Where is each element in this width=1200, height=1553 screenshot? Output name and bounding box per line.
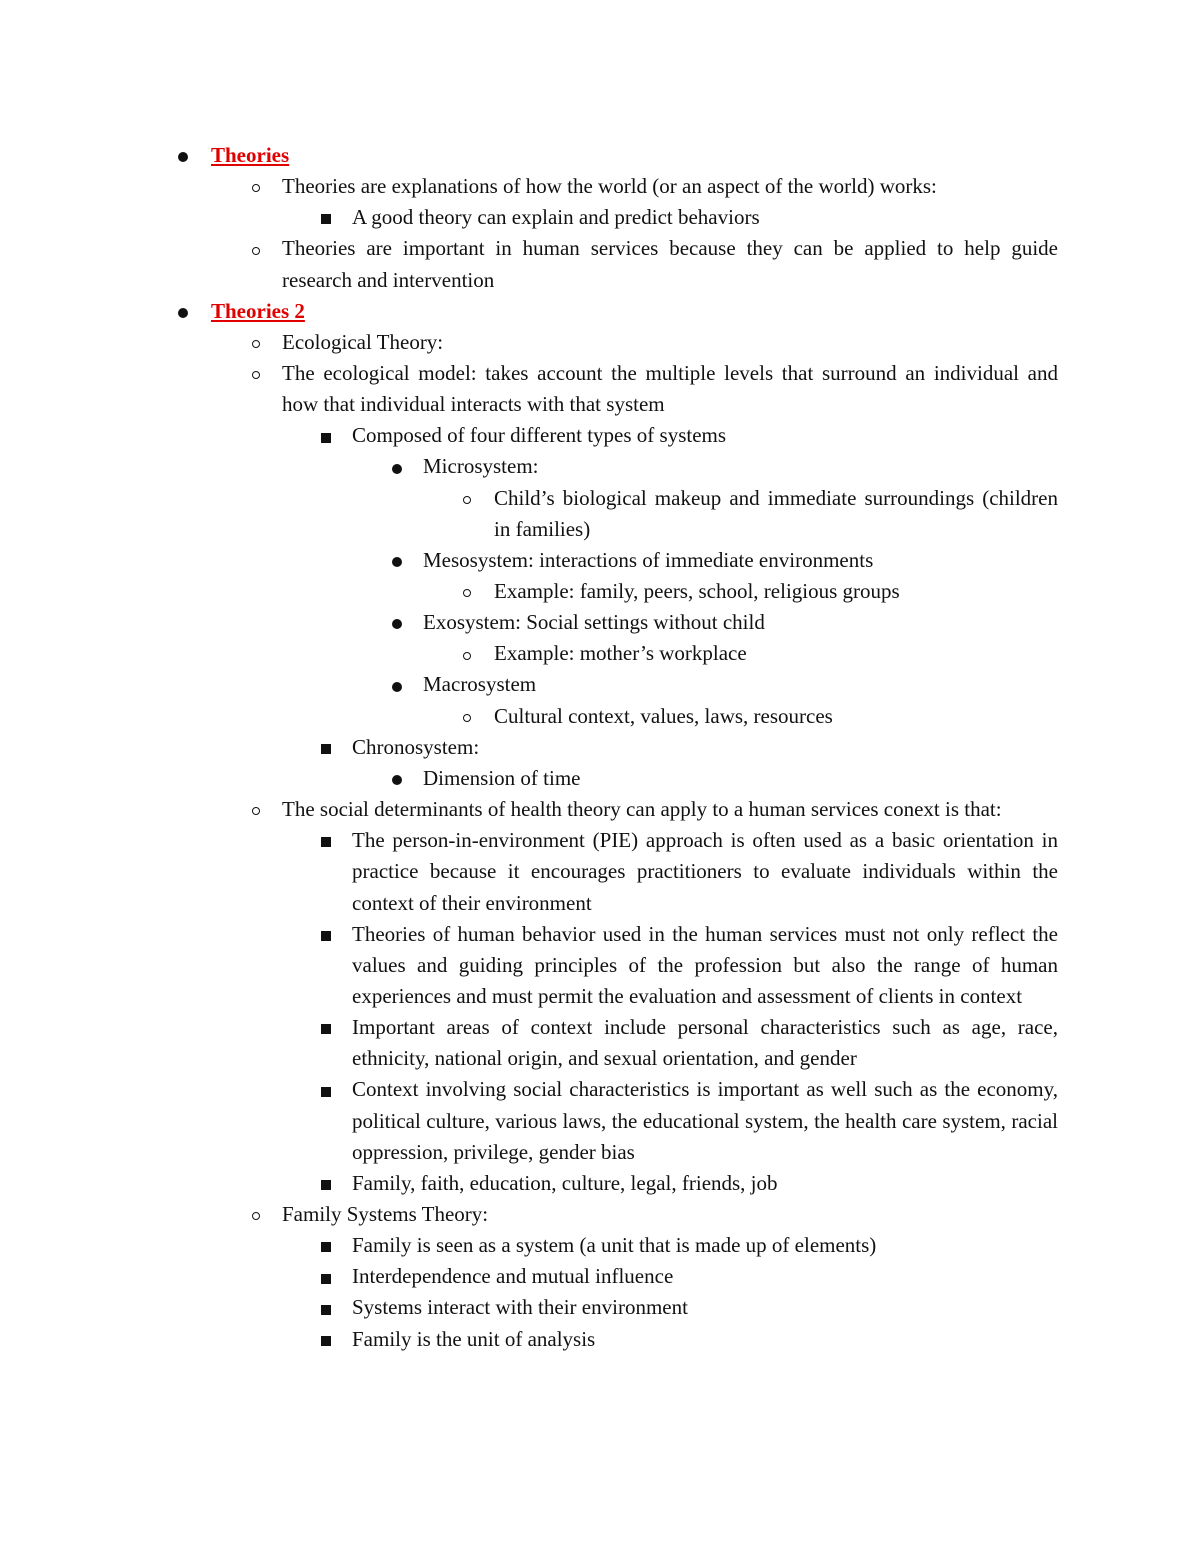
list-item-text: Systems interact with their environment — [352, 1295, 688, 1320]
list-item-text: Theories are important in human services because they can be applied to help guide research and intervention — [282, 236, 1058, 292]
list-item — [0, 1324, 1200, 1355]
list-item — [0, 420, 1200, 451]
list-item — [0, 825, 1200, 918]
bullet-dot-icon — [173, 140, 193, 171]
bullet-dot-icon — [387, 451, 407, 482]
list-item — [0, 233, 1200, 295]
list-item — [0, 1261, 1200, 1292]
bullet-dot-icon — [173, 296, 193, 327]
bullet-square-icon — [316, 202, 336, 233]
list-item-text: Child’s biological makeup and immediate surroundings (children in families) — [494, 485, 1058, 541]
bullet-dot-icon — [387, 763, 407, 794]
bullet-square-icon — [316, 1230, 336, 1261]
bullet-square-icon — [316, 420, 336, 451]
list-item-text: Composed of four different types of systems — [352, 423, 727, 448]
list-item-text: Theories of human behavior used in the human services must not only reflect the values and guiding principles of the profession but also the range of human experiences and must permit the evaluation and assessment of clients in context — [352, 921, 1058, 1008]
list-item — [0, 545, 1200, 576]
list-item-text: Important areas of context include personal characteristics such as age, race, ethnicity, national origin, and sexual orientation, and gender — [352, 1015, 1058, 1071]
bullet-square-icon — [316, 1324, 336, 1355]
list-item — [0, 483, 1200, 545]
bullet-circle-icon — [457, 701, 477, 732]
list-item-text: Ecological Theory: — [282, 329, 444, 354]
list-item-text: Chronosystem: — [352, 734, 480, 759]
list-item — [0, 202, 1200, 233]
list-item — [0, 296, 1200, 327]
bullet-dot-icon — [387, 607, 407, 638]
list-item — [0, 1074, 1200, 1167]
list-item — [0, 1199, 1200, 1230]
bullet-circle-icon — [246, 233, 266, 264]
list-item-text: Theories are explanations of how the world (or an aspect of the world) works: — [282, 174, 937, 199]
list-item — [0, 763, 1200, 794]
bullet-square-icon — [316, 1074, 336, 1105]
list-item-text: Dimension of time — [423, 765, 581, 790]
section-heading: Theories — [211, 143, 290, 167]
bullet-circle-icon — [457, 483, 477, 514]
list-item — [0, 1012, 1200, 1074]
list-item — [0, 1230, 1200, 1261]
list-item-text: Family, faith, education, culture, legal, friends, job — [352, 1170, 778, 1195]
list-item-text: The person-in-environment (PIE) approach is often used as a basic orientation in practice because it encourages practitioners to evaluate individuals within the context of their environment — [352, 828, 1058, 915]
list-item-text: The ecological model: takes account the multiple levels that surround an individual and how that individual interacts with that system — [282, 361, 1058, 417]
list-item — [0, 607, 1200, 638]
document-page — [0, 140, 1200, 1355]
list-item-text: Example: family, peers, school, religious groups — [494, 579, 900, 604]
bullet-square-icon — [316, 1012, 336, 1043]
bullet-square-icon — [316, 825, 336, 856]
list-item-text: Macrosystem — [423, 672, 537, 697]
list-item-text: Family Systems Theory: — [282, 1202, 489, 1227]
list-item-text: A good theory can explain and predict behaviors — [352, 205, 760, 230]
list-item — [0, 140, 1200, 171]
list-item — [0, 794, 1200, 825]
list-item — [0, 327, 1200, 358]
bullet-dot-icon — [387, 545, 407, 576]
list-item — [0, 451, 1200, 482]
list-item — [0, 576, 1200, 607]
list-item — [0, 1168, 1200, 1199]
list-item — [0, 669, 1200, 700]
bullet-dot-icon — [387, 669, 407, 700]
section-heading: Theories 2 — [211, 298, 305, 323]
bullet-circle-icon — [246, 1199, 266, 1230]
bullet-square-icon — [316, 1261, 336, 1292]
list-item — [0, 919, 1200, 1012]
bullet-square-icon — [316, 1292, 336, 1323]
bullet-circle-icon — [457, 638, 477, 669]
list-item-text: Exosystem: Social settings without child — [423, 610, 765, 635]
bullet-square-icon — [316, 1168, 336, 1199]
bullet-circle-icon — [246, 171, 266, 202]
list-item-text: Cultural context, values, laws, resources — [494, 703, 833, 728]
list-item-text: Example: mother’s workplace — [494, 641, 747, 666]
list-item-text: Context involving social characteristics is important as well such as the economy, political culture, various laws, the educational system, the health care system, racial oppression, privilege, gender bias — [352, 1077, 1058, 1164]
list-item — [0, 732, 1200, 763]
bullet-square-icon — [316, 919, 336, 950]
list-item — [0, 638, 1200, 669]
list-item-text: Mesosystem: interactions of immediate environments — [423, 547, 874, 572]
list-item-text: Interdependence and mutual influence — [352, 1264, 674, 1289]
list-item-text: Family is seen as a system (a unit that is made up of elements) — [352, 1233, 877, 1258]
bullet-square-icon — [316, 732, 336, 763]
list-item — [0, 1292, 1200, 1323]
list-item-text: The social determinants of health theory can apply to a human services conext is that: — [282, 797, 1002, 822]
bullet-circle-icon — [457, 576, 477, 607]
list-item — [0, 358, 1200, 420]
list-item-text: Microsystem: — [423, 454, 539, 479]
list-item — [0, 701, 1200, 732]
bullet-circle-icon — [246, 327, 266, 358]
list-item — [0, 171, 1200, 202]
bullet-circle-icon — [246, 358, 266, 389]
list-item-text: Family is the unit of analysis — [352, 1326, 596, 1351]
bullet-circle-icon — [246, 794, 266, 825]
